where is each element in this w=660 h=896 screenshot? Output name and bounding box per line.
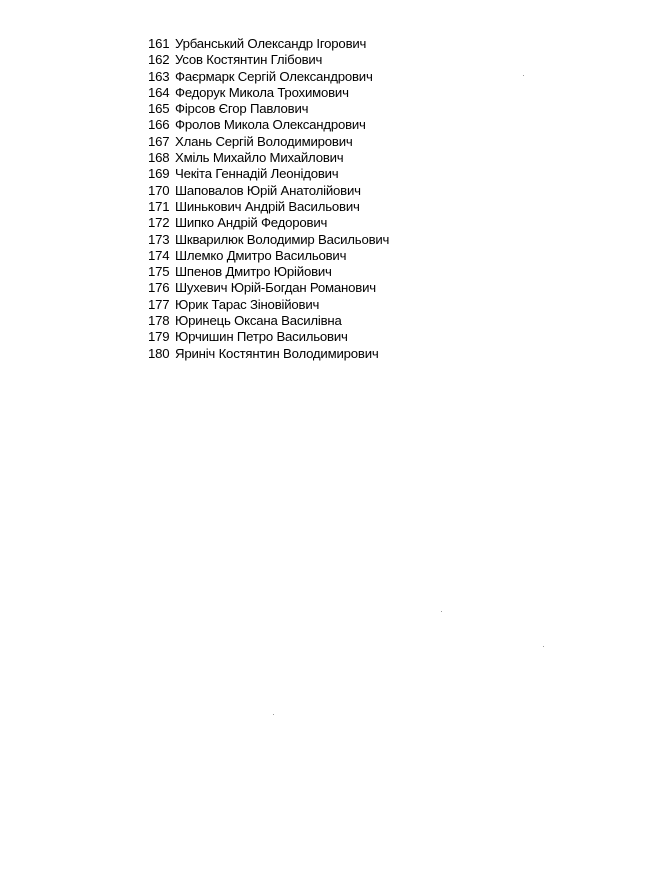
- entry-name: Шухевич Юрій-Богдан Романович: [175, 280, 376, 296]
- list-item: [148, 101, 389, 117]
- entry-name: Юринець Оксана Василівна: [175, 313, 342, 329]
- entry-name: Хлань Сергій Володимирович: [175, 133, 353, 149]
- scan-speck: [273, 714, 274, 715]
- scan-speck: [543, 646, 544, 647]
- entry-number: 174: [148, 247, 170, 263]
- entry-number: 176: [148, 280, 170, 296]
- entry-number: 173: [148, 231, 170, 247]
- list-item: [148, 150, 389, 166]
- entry-name: Урбанський Олександр Ігорович: [175, 36, 367, 51]
- entry-name: Шкварилюк Володимир Васильович: [175, 231, 390, 247]
- list-item: [148, 297, 389, 313]
- entry-number: 167: [148, 133, 170, 149]
- entry-number: 177: [148, 296, 170, 312]
- entry-name: Шинькович Андрій Васильович: [175, 198, 360, 214]
- list-item: [148, 52, 389, 68]
- list-item: [148, 69, 389, 85]
- entry-number: 164: [148, 84, 170, 100]
- entry-number: 175: [148, 264, 170, 280]
- entry-number: 180: [148, 345, 170, 361]
- list-item: [148, 117, 389, 133]
- entry-name: Яриніч Костянтин Володимирович: [175, 345, 379, 361]
- entry-name: Чекіта Геннадій Леонідович: [175, 166, 339, 182]
- scan-speck: [523, 75, 524, 76]
- list-item: [148, 264, 389, 280]
- entry-number: 170: [148, 182, 170, 198]
- entry-name: Юрик Тарас Зіновійович: [175, 296, 320, 312]
- entry-name: Фаєрмарк Сергій Олександрович: [175, 68, 373, 84]
- entry-number: 171: [148, 198, 170, 214]
- entry-number: 162: [148, 52, 170, 68]
- entry-name: Шпенов Дмитро Юрійович: [175, 264, 332, 280]
- list-item: [148, 134, 389, 150]
- entry-name: Усов Костянтин Глібович: [175, 52, 323, 68]
- entry-number: 169: [148, 166, 170, 182]
- entry-number: 179: [148, 329, 170, 345]
- list-item: [148, 248, 389, 264]
- entry-number: 168: [148, 150, 170, 166]
- list-item: [148, 199, 389, 215]
- list-item: [148, 329, 389, 345]
- list-item: [148, 232, 389, 248]
- entry-name: Шлемко Дмитро Васильович: [175, 247, 347, 263]
- list-item: [148, 36, 389, 52]
- list-item: [148, 313, 389, 329]
- entry-number: 163: [148, 68, 170, 84]
- list-item: [148, 183, 389, 199]
- entry-name: Шипко Андрій Федорович: [175, 215, 328, 231]
- list-item: [148, 346, 389, 362]
- entry-name: Федорук Микола Трохимович: [175, 84, 349, 100]
- entry-number: 161: [148, 36, 170, 51]
- entry-name: Хміль Михайло Михайлович: [175, 150, 344, 166]
- entry-number: 172: [148, 215, 170, 231]
- entry-name: Юрчишин Петро Васильович: [175, 329, 348, 345]
- list-item: [148, 166, 389, 182]
- entry-number: 166: [148, 117, 170, 133]
- list-item: [148, 85, 389, 101]
- entry-number: 178: [148, 313, 170, 329]
- name-list: [148, 36, 389, 362]
- scan-speck: [441, 611, 442, 612]
- entry-number: 165: [148, 101, 170, 117]
- entry-name: Фролов Микола Олександрович: [175, 117, 366, 133]
- entry-name: Фірсов Єгор Павлович: [175, 101, 309, 117]
- list-item: [148, 280, 389, 296]
- list-item: [148, 215, 389, 231]
- entry-name: Шаповалов Юрій Анатолійович: [175, 182, 361, 198]
